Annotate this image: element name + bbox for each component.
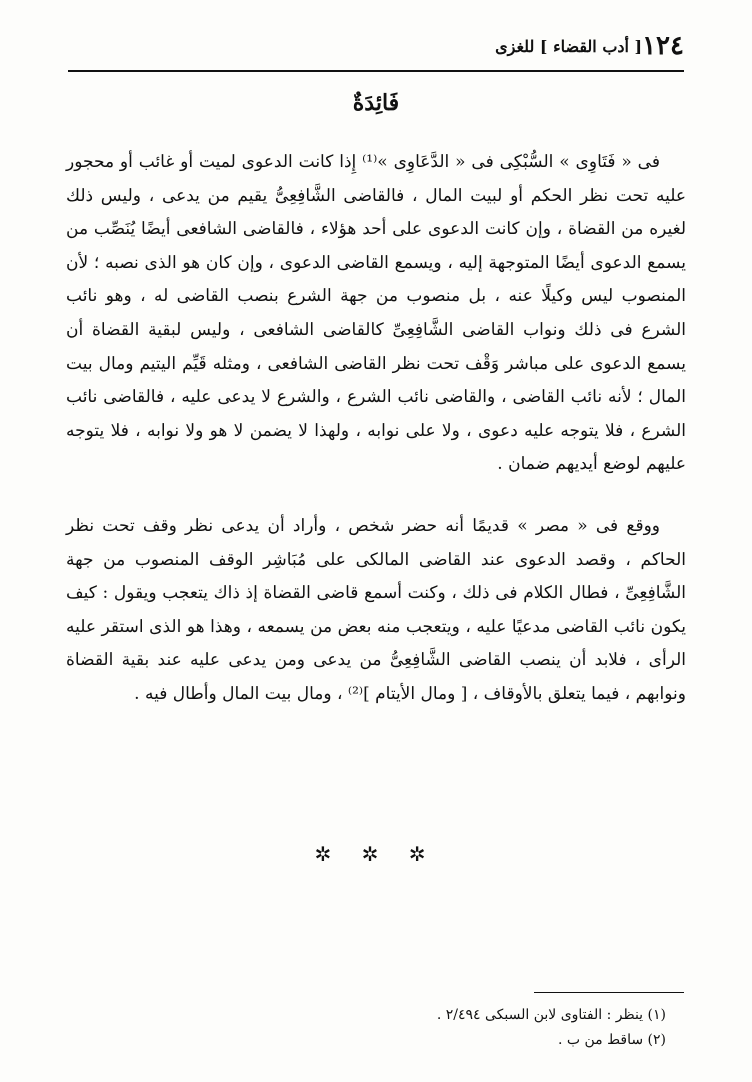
header-rule (68, 70, 684, 72)
page-number: ١٢٤ (642, 31, 684, 61)
body-text (66, 146, 686, 712)
footnotes (66, 1003, 666, 1053)
section-title: فَائِدَةٌ (352, 90, 400, 116)
page-header (68, 28, 684, 64)
running-title: [ أدب القضاء ] للغزى (495, 36, 643, 56)
footnote-1: (١) ينظر : الفتاوى لابن السبكى ٢/٤٩٤ . (436, 1007, 666, 1023)
paragraph-2: ووقع فى « مصر » قديمًا أنه حضر شخص ، وأراد أن يدعى نظر وقف تحت نظر الحاكم ، وقصد الدعوى عند القاضى المالكى على مُبَاشِر الوقف المنصوب من جهة الشَّافِعِىِّ ، فطال الكلام فى ذلك ، وكنت أسمع قاضى القضاة إذ ذاك يتعجب ويقول : كيف يكون نائب القاضى مدعيًا عليه ، ويتعجب منه بعض من يسمعه ، وهذا هو الذى استقر عليه الرأى ، فلابد أن ينصب القاضى الشَّافِعِىُّ من يدعى ومن يدعى عليه عند بقية القضاة ونوابهم ، فيما يتعلق بالأوقاف ، [ ومال الأيتام ]⁽²⁾ ، ومال بيت المال وأطال فيه . (66, 515, 686, 704)
footnote-2: (٢) ساقط من ب . (557, 1032, 666, 1048)
footnote-rule (534, 992, 684, 993)
section-separator: ✲ ✲ ✲ (314, 842, 438, 866)
paragraph-1: فى « فَتَاوِى » السُّبْكِى فى « الدَّعَاوِى »⁽¹⁾ إِذا كانت الدعوى لميت أو غائب أو محجور عليه تحت نظر الحكم أو لبيت المال ، فالقاضى الشَّافِعِىُّ يقيم من يدعى ، وليس ذلك لغيره من القضاة ، وإن كانت الدعوى على أحد هؤلاء ، فالقاضى الشافعى أيضًا يُنَصِّب من يسمع الدعوى أيضًا المتوجهة إليه ، ويسمع القاضى الدعوى ، وإن كان هو الذى نصبه ؛ لأن المنصوب ليس وكيلًا عنه ، بل منصوب من جهة الشرع بنصب القاضى له ، وهو نائب الشرع فى ذلك ونواب القاضى الشَّافِعِىِّ كالقاضى الشافعى ، وليس لبقية القضاة أن يسمع الدعوى على مباشر وَقْف تحت نظر القاضى الشافعى ، ومثله قَيِّم اليتيم ومال بيت المال ؛ لأنه نائب القاضى ، والقاضى نائب الشرع ، والشرع لا يدعى عليه ، فالقاضى نائب الشرع ، فلا يتوجه عليه دعوى ، ولا على نوابه ، ولهذا لا يضمن لا هو ولا نوابه ، فلا يتوجه عليهم لوضع أيديهم ضمان . (66, 152, 686, 475)
